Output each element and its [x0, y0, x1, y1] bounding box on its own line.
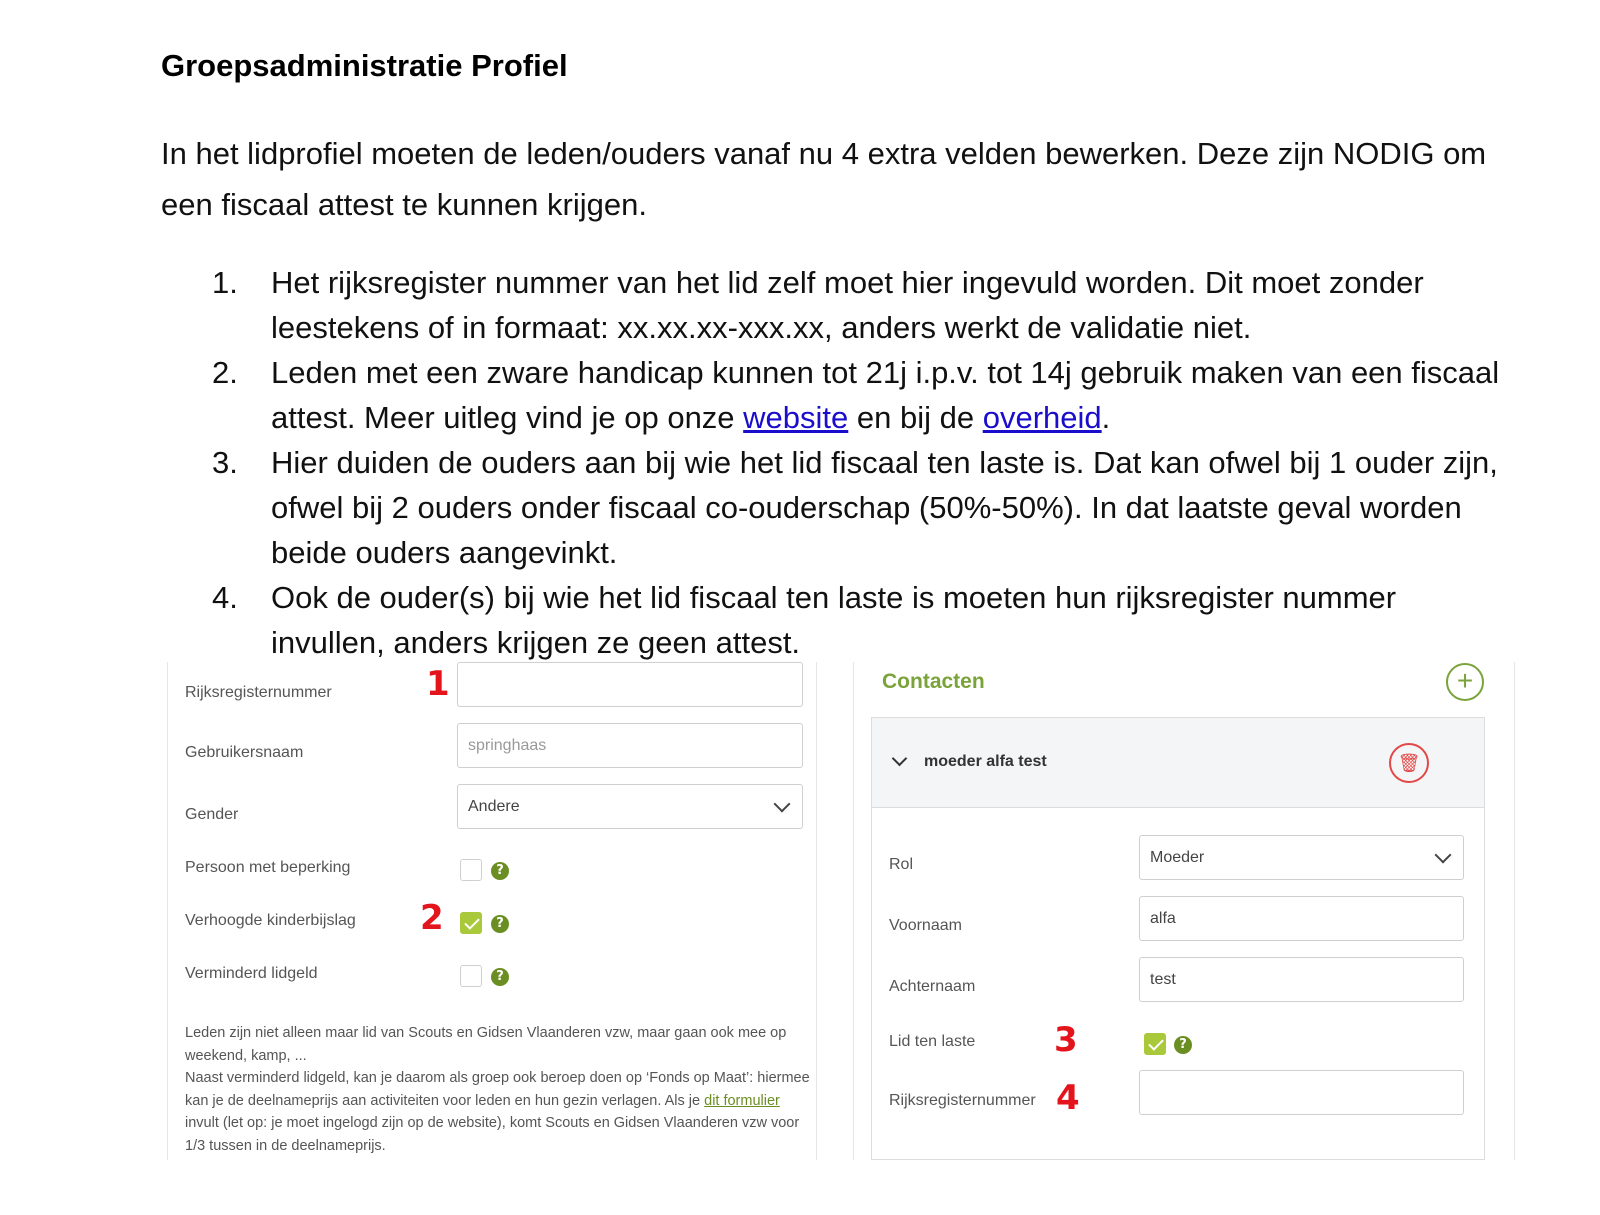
lidgeld-checkbox[interactable] — [460, 965, 482, 987]
step-text-part: . — [1101, 400, 1111, 435]
contacts-title: Contacten — [882, 670, 985, 693]
chevron-down-icon[interactable] — [892, 751, 908, 767]
help-icon[interactable]: ? — [491, 915, 509, 933]
marker-2: 2 — [420, 898, 444, 938]
step-4 — [212, 575, 1512, 665]
lid-ten-laste-checkbox[interactable] — [1144, 1033, 1166, 1055]
step-number: 2. — [212, 355, 238, 390]
step-text: Ook de ouder(s) bij wie het lid fiscaal ten laste is moeten hun rijksregister nummer invullen, anders krijgen ze geen attest. — [271, 580, 1397, 660]
step-text: Hier duiden de ouders aan bij wie het lid fiscaal ten laste is. Dat kan ofwel bij 1 ouder zijn, ofwel bij 2 ouders onder fiscaal co-ouderschap (50%-50%). In dat laatste geval worden beide ouders aangevinkt. — [271, 445, 1498, 570]
gebruikersnaam-input[interactable]: springhaas — [457, 723, 803, 768]
lid-ten-laste-label: Lid ten laste — [889, 1033, 976, 1050]
contact-card-header[interactable] — [872, 718, 1484, 808]
plus-icon: + — [1456, 665, 1474, 696]
delete-contact-button[interactable] — [1389, 743, 1429, 783]
contact-rijksregister-input[interactable] — [1139, 1070, 1464, 1115]
step-1 — [212, 260, 1512, 350]
lidgeld-label: Verminderd lidgeld — [185, 965, 318, 982]
gender-select[interactable] — [457, 784, 803, 829]
rol-select[interactable] — [1139, 835, 1464, 880]
help-icon[interactable]: ? — [491, 862, 509, 880]
intro-paragraph: In het lidprofiel moeten de leden/ouders vanaf nu 4 extra velden bewerken. Deze zijn NODIG om een fiscaal attest te kunnen krijgen. — [161, 136, 1487, 222]
help-icon[interactable]: ? — [491, 968, 509, 986]
kinderbijslag-label: Verhoogde kinderbijslag — [185, 912, 356, 929]
voornaam-input[interactable]: alfa — [1139, 896, 1464, 941]
step-3 — [212, 440, 1512, 575]
gebruikersnaam-label: Gebruikersnaam — [185, 744, 304, 761]
rol-value: Moeder — [1150, 848, 1205, 866]
trash-icon: 🗑 — [1397, 753, 1421, 773]
kinderbijslag-checkbox[interactable] — [460, 912, 482, 934]
contact-rijksregister-label: Rijksregisternummer — [889, 1092, 1036, 1109]
chevron-down-icon — [774, 795, 791, 812]
step-number: 1. — [212, 265, 238, 300]
step-text-part: Leden met een zware handicap kunnen tot 21j i.p.v. tot 14j gebruik maken van een fiscaal attest. Meer uitleg vind je op onze — [271, 355, 1500, 435]
gender-value: Andere — [468, 797, 520, 815]
beperking-label: Persoon met beperking — [185, 859, 351, 876]
note-text: Naast verminderd lidgeld, kan je daarom als groep ook beroep doen op ‘Fonds op Maat’: hiermee kan je de deelnameprijs aan activiteiten voor leden en hun gezin verlagen. Als je — [185, 1070, 810, 1109]
step-text — [271, 350, 1512, 440]
marker-3: 3 — [1054, 1020, 1078, 1060]
steps-list — [212, 260, 1512, 665]
beperking-checkbox[interactable] — [460, 859, 482, 881]
note-text: Leden zijn niet alleen maar lid van Scouts en Gidsen Vlaanderen vzw, maar gaan ook mee op weekend, kamp, ... — [185, 1025, 787, 1064]
marker-4: 4 — [1056, 1078, 1080, 1118]
help-icon[interactable]: ? — [1174, 1036, 1192, 1054]
step-number: 3. — [212, 445, 238, 480]
rijksregister-label: Rijksregisternummer — [185, 684, 332, 701]
gender-label: Gender — [185, 806, 239, 823]
profile-form-screenshot — [167, 662, 817, 1160]
voornaam-label: Voornaam — [889, 917, 962, 934]
add-contact-button[interactable] — [1446, 663, 1484, 701]
website-link[interactable]: website — [743, 400, 849, 435]
step-text-part: en bij de — [848, 400, 983, 435]
contact-name: moeder alfa test — [924, 753, 1047, 770]
contact-card — [871, 717, 1485, 1160]
rijksregister-input[interactable] — [457, 662, 803, 707]
formulier-link[interactable]: dit formulier — [704, 1092, 780, 1109]
rol-label: Rol — [889, 856, 914, 873]
chevron-down-icon — [1435, 846, 1452, 863]
contacts-screenshot — [853, 662, 1515, 1160]
step-number: 4. — [212, 580, 238, 615]
step-2 — [212, 350, 1512, 440]
achternaam-input[interactable]: test — [1139, 957, 1464, 1002]
document-title: Groepsadministratie Profiel — [161, 48, 568, 83]
fonds-op-maat-note — [185, 1022, 813, 1157]
step-text: Het rijksregister nummer van het lid zelf moet hier ingevuld worden. Dit moet zonder leestekens of in formaat: xx.xx.xx-xxx.xx, anders werkt de validatie niet. — [271, 265, 1424, 345]
marker-1: 1 — [426, 664, 450, 704]
note-text: invult (let op: je moet ingelogd zijn op de website), komt Scouts en Gidsen Vlaanderen vzw voor 1/3 tussen in de deelnameprijs. — [185, 1115, 800, 1154]
achternaam-label: Achternaam — [889, 978, 976, 995]
overheid-link[interactable]: overheid — [982, 400, 1102, 435]
